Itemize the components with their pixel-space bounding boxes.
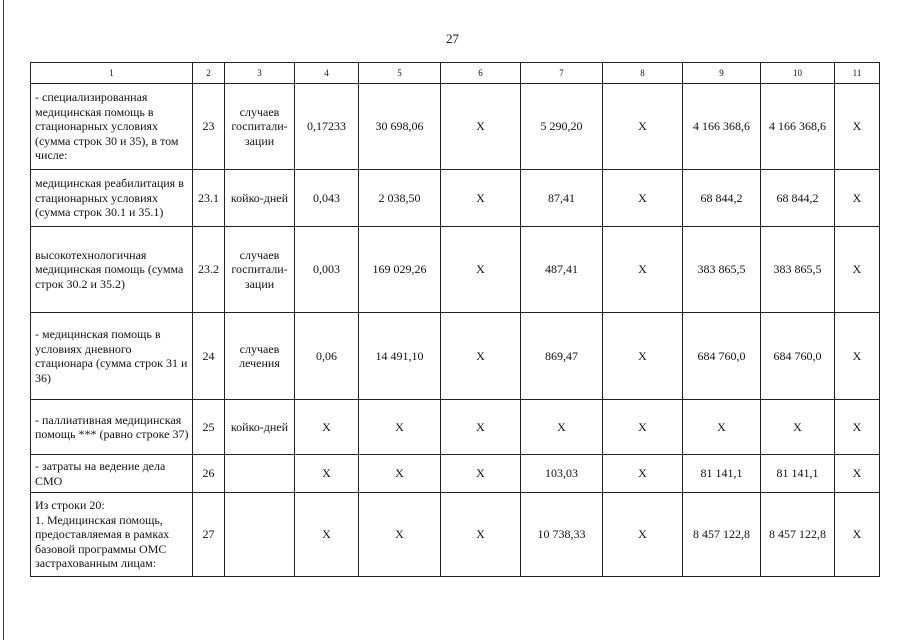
- value-cell: 4 166 368,6: [761, 84, 835, 170]
- value-cell: X: [359, 400, 441, 455]
- table-row: [31, 493, 880, 577]
- unit-cell: случаев госпитали-зации: [225, 227, 295, 313]
- header-cell: 10: [761, 63, 835, 84]
- value-cell: X: [359, 455, 441, 493]
- value-cell: 68 844,2: [761, 170, 835, 227]
- value-cell: X: [603, 455, 683, 493]
- unit-cell: [225, 493, 295, 577]
- value-cell: X: [603, 84, 683, 170]
- row-name-cell: Из строки 20: 1. Медицинская помощь, предоставляемая в рамках базовой программы ОМС застрахованным лицам:: [31, 493, 193, 577]
- value-cell: X: [835, 84, 880, 170]
- value-cell: 14 491,10: [359, 313, 441, 400]
- value-cell: 68 844,2: [683, 170, 761, 227]
- header-cell: 1: [31, 63, 193, 84]
- value-cell: X: [835, 455, 880, 493]
- header-cell: 2: [193, 63, 225, 84]
- value-cell: 869,47: [521, 313, 603, 400]
- table-row: [31, 400, 880, 455]
- value-cell: 10 738,33: [521, 493, 603, 577]
- value-cell: 0,06: [295, 313, 359, 400]
- value-cell: 169 029,26: [359, 227, 441, 313]
- value-cell: 0,043: [295, 170, 359, 227]
- table-row: [31, 84, 880, 170]
- value-cell: 0,003: [295, 227, 359, 313]
- value-cell: 8 457 122,8: [683, 493, 761, 577]
- value-cell: X: [441, 227, 521, 313]
- value-cell: X: [835, 170, 880, 227]
- value-cell: X: [835, 400, 880, 455]
- value-cell: 684 760,0: [683, 313, 761, 400]
- value-cell: 4 166 368,6: [683, 84, 761, 170]
- value-cell: X: [835, 313, 880, 400]
- value-cell: X: [441, 493, 521, 577]
- header-cell: 11: [835, 63, 880, 84]
- value-cell: X: [441, 84, 521, 170]
- value-cell: X: [441, 400, 521, 455]
- data-table: [30, 62, 880, 577]
- value-cell: X: [295, 493, 359, 577]
- header-cell: 9: [683, 63, 761, 84]
- header-cell: 4: [295, 63, 359, 84]
- value-cell: 0,17233: [295, 84, 359, 170]
- unit-cell: койко-дней: [225, 400, 295, 455]
- unit-cell: койко-дней: [225, 170, 295, 227]
- value-cell: 81 141,1: [761, 455, 835, 493]
- header-cell: 8: [603, 63, 683, 84]
- value-cell: X: [835, 227, 880, 313]
- row-number-cell: 25: [193, 400, 225, 455]
- header-cell: 3: [225, 63, 295, 84]
- header-cell: 5: [359, 63, 441, 84]
- value-cell: X: [295, 455, 359, 493]
- row-number-cell: 26: [193, 455, 225, 493]
- header-cell: 6: [441, 63, 521, 84]
- value-cell: 5 290,20: [521, 84, 603, 170]
- value-cell: X: [295, 400, 359, 455]
- value-cell: X: [761, 400, 835, 455]
- value-cell: X: [441, 455, 521, 493]
- unit-cell: [225, 455, 295, 493]
- table-row: [31, 313, 880, 400]
- unit-cell: случаев госпитали-зации: [225, 84, 295, 170]
- value-cell: X: [603, 493, 683, 577]
- value-cell: 8 457 122,8: [761, 493, 835, 577]
- value-cell: 30 698,06: [359, 84, 441, 170]
- left-margin-rule: [3, 0, 4, 640]
- value-cell: 383 865,5: [761, 227, 835, 313]
- value-cell: 103,03: [521, 455, 603, 493]
- row-name-cell: медицинская реабилитация в стационарных условиях (сумма строк 30.1 и 35.1): [31, 170, 193, 227]
- table-row: [31, 170, 880, 227]
- value-cell: X: [835, 493, 880, 577]
- row-name-cell: - затраты на ведение дела СМО: [31, 455, 193, 493]
- unit-cell: случаев лечения: [225, 313, 295, 400]
- row-name-cell: высокотехнологичная медицинская помощь (сумма строк 30.2 и 35.2): [31, 227, 193, 313]
- value-cell: X: [521, 400, 603, 455]
- value-cell: 87,41: [521, 170, 603, 227]
- row-name-cell: - медицинская помощь в условиях дневного стационара (сумма строк 31 и 36): [31, 313, 193, 400]
- value-cell: X: [683, 400, 761, 455]
- row-number-cell: 24: [193, 313, 225, 400]
- value-cell: X: [441, 313, 521, 400]
- header-cell: 7: [521, 63, 603, 84]
- table-row: [31, 227, 880, 313]
- table-row: [31, 455, 880, 493]
- row-name-cell: - специализированная медицинская помощь в стационарных условиях (сумма строк 30 и 35), в том числе:: [31, 84, 193, 170]
- value-cell: 383 865,5: [683, 227, 761, 313]
- value-cell: 81 141,1: [683, 455, 761, 493]
- value-cell: X: [603, 227, 683, 313]
- value-cell: X: [359, 493, 441, 577]
- row-number-cell: 23.2: [193, 227, 225, 313]
- value-cell: X: [603, 170, 683, 227]
- value-cell: 487,41: [521, 227, 603, 313]
- row-name-cell: - паллиативная медицинская помощь *** (равно строке 37): [31, 400, 193, 455]
- value-cell: 684 760,0: [761, 313, 835, 400]
- row-number-cell: 23: [193, 84, 225, 170]
- page-number: 27: [446, 31, 459, 46]
- value-cell: 2 038,50: [359, 170, 441, 227]
- header-row: [31, 63, 880, 84]
- row-number-cell: 27: [193, 493, 225, 577]
- value-cell: X: [603, 400, 683, 455]
- row-number-cell: 23.1: [193, 170, 225, 227]
- value-cell: X: [441, 170, 521, 227]
- value-cell: X: [603, 313, 683, 400]
